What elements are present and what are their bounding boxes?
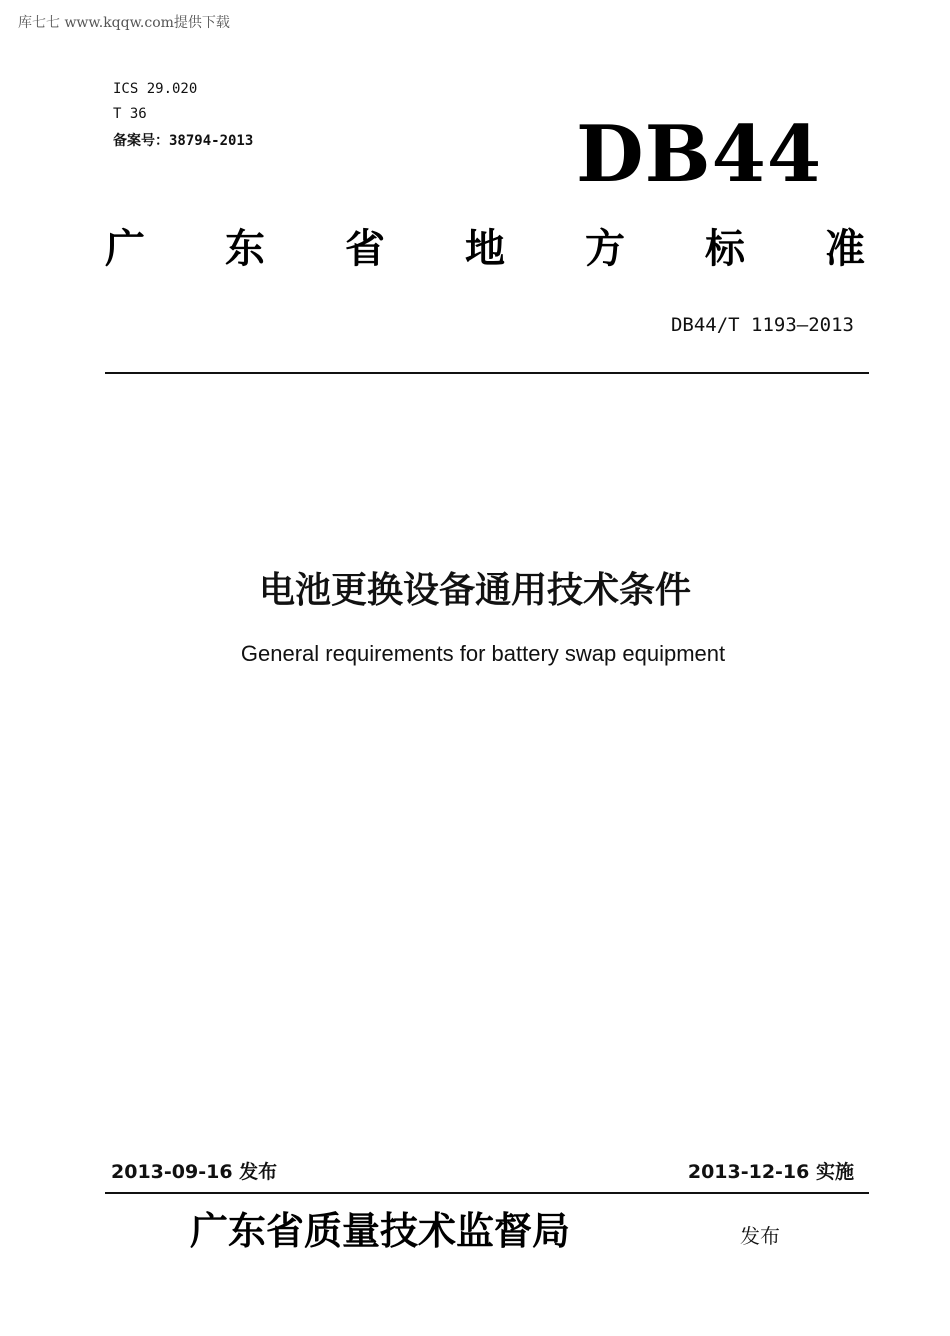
standard-type-heading [105, 225, 865, 273]
title-english: General requirements for battery swap equipment [240, 641, 726, 666]
title-chinese: 电池更换设备通用技术条件 [258, 570, 691, 611]
record-number: 备案号：38794-2013 [113, 133, 254, 149]
standard-type-char: 标 [705, 226, 745, 272]
standard-type-char: 方 [585, 226, 625, 272]
classification-code: T 36 [113, 106, 147, 122]
standard-number: DB44/T 1193—2013 [670, 314, 854, 336]
standard-type-char: 省 [345, 226, 385, 272]
issue-date: 2013-09-16 发布 [111, 1161, 278, 1183]
standard-type-char: 广 [105, 226, 145, 272]
download-watermark: 库七七 www.kqqw.com提供下载 [18, 15, 230, 31]
footer-divider [105, 1192, 869, 1194]
db-mark: DB44 [576, 109, 823, 200]
implementation-date: 2013-12-16 实施 [687, 1161, 854, 1183]
header-divider [105, 372, 869, 374]
issuing-action: 发布 [740, 1224, 780, 1248]
standard-type-char: 地 [465, 226, 505, 272]
issuing-authority: 广东省质量技术监督局 [190, 1208, 571, 1253]
ics-code: ICS 29.020 [113, 81, 198, 97]
standard-type-char: 准 [825, 226, 865, 272]
standard-type-char: 东 [225, 226, 265, 272]
